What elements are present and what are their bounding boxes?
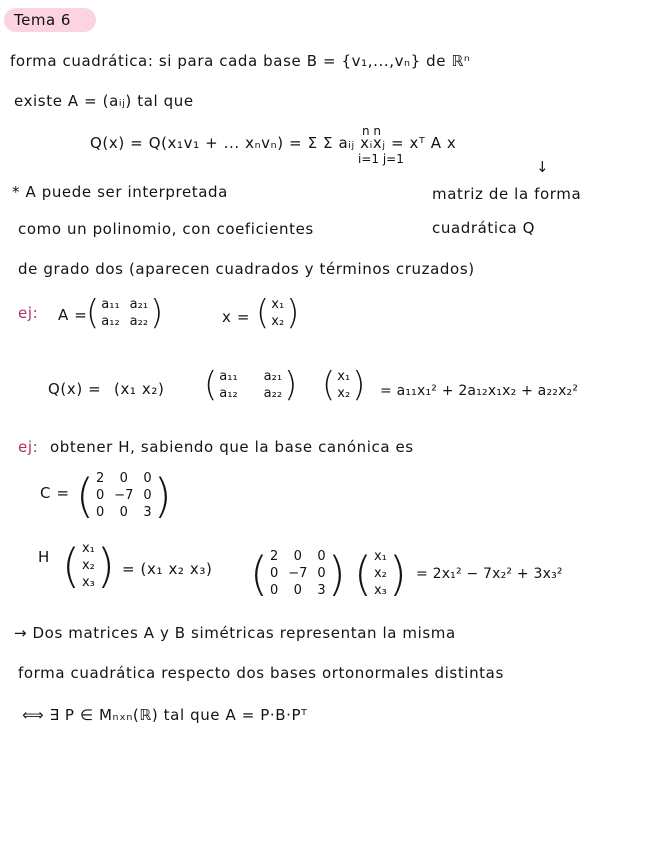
matrix-cell: a₂₁ — [129, 297, 149, 312]
example-1-Q-label: Q(x) = — [48, 380, 102, 398]
matrix-cell: a₁₁ — [101, 297, 120, 312]
example-2-H-label: H — [38, 548, 50, 566]
example-1-row-vector: (x₁ x₂) — [114, 380, 165, 398]
matrix-cell: −7 — [288, 566, 308, 581]
matrix-cell: a₁₂ — [219, 386, 238, 401]
topic-tag — [4, 8, 96, 32]
sum-upper-limits: n n — [362, 124, 382, 138]
topic-tag-label: Tema 6 — [14, 11, 71, 29]
matrix-cell: a₁₁ — [219, 369, 238, 384]
definition-line-2: existe A = (aᵢⱼ) tal que — [14, 92, 194, 110]
matrix-cell: a₂₂ — [263, 386, 283, 401]
final-line-1: → Dos matrices A y B simétricas representan la misma — [14, 624, 456, 642]
matrix-cell: 0 — [119, 505, 128, 520]
vector-x-3-left: ( x₁ x₂ x₃ ) — [62, 538, 115, 593]
matrix-C-3x3-product: ( 2 0 0 0 −7 0 0 0 3 ) — [250, 546, 346, 601]
matrix-cell: x₂ — [373, 566, 387, 581]
matrix-cell: x₂ — [271, 314, 285, 329]
matrix-cell: −7 — [114, 488, 134, 503]
vector-x-2-product: ( x₁ x₂ ) — [322, 365, 366, 405]
matrix-cell: 0 — [119, 471, 128, 486]
matrix-cell: 0 — [143, 488, 152, 503]
example-2-C-label: C = — [40, 484, 70, 502]
down-arrow-icon: ↓ — [536, 158, 550, 176]
note-right-1: matriz de la forma — [432, 185, 582, 203]
example-2-statement: obtener H, sabiendo que la base canónica es — [50, 438, 414, 456]
matrix-cell: 0 — [317, 566, 326, 581]
matrix-cell: 0 — [317, 549, 326, 564]
final-line-2: forma cuadrática respecto dos bases ortonormales distintas — [18, 664, 504, 682]
matrix-C-3x3: ( 2 0 0 0 −7 0 0 0 3 ) — [76, 468, 172, 523]
sum-lower-limits: i=1 j=1 — [358, 152, 404, 166]
vector-x-3-right: ( x₁ x₂ x₃ ) — [354, 546, 407, 601]
matrix-cell: x₁ — [337, 369, 351, 384]
matrix-cell: 0 — [95, 488, 105, 503]
example-2-label: ej: — [18, 438, 39, 456]
matrix-cell: 0 — [143, 471, 152, 486]
matrix-cell: x₁ — [81, 541, 95, 556]
matrix-cell: x₁ — [271, 297, 285, 312]
matrix-cell: x₃ — [373, 583, 387, 598]
matrix-A-2x2-product: ( a₁₁ a₂₁ a₁₂ a₂₂ ) — [204, 365, 298, 405]
matrix-cell: a₂₂ — [129, 314, 149, 329]
example-1-x-label: x = — [222, 308, 251, 326]
matrix-cell: 2 — [269, 549, 279, 564]
example-2-result: = 2x₁² − 7x₂² + 3x₃² — [416, 566, 563, 582]
note-right-2: cuadrática Q — [432, 219, 536, 237]
matrix-cell: x₂ — [337, 386, 351, 401]
matrix-cell: 0 — [95, 505, 105, 520]
matrix-A-2x2: ( a₁₁ a₂₁ a₁₂ a₂₂ ) — [86, 293, 164, 333]
note-line-2: como un polinomio, con coeficientes — [18, 220, 314, 238]
example-1-A-label: A = — [58, 306, 88, 324]
vector-x-2: ( x₁ x₂ ) — [256, 293, 300, 333]
example-1-result: = a₁₁x₁² + 2a₁₂x₁x₂ + a₂₂x₂² — [380, 383, 579, 399]
matrix-cell: 0 — [293, 549, 302, 564]
note-line-1: * A puede ser interpretada — [12, 183, 228, 201]
matrix-cell: a₂₁ — [263, 369, 283, 384]
example-1-label: ej: — [18, 304, 39, 322]
definition-line-1: forma cuadrática: si para cada base B = {v₁,...,vₙ} de ℝⁿ — [10, 52, 471, 70]
matrix-cell: 0 — [269, 583, 279, 598]
matrix-cell: a₁₂ — [101, 314, 120, 329]
matrix-cell: 3 — [143, 505, 152, 520]
example-2-row-vector: = (x₁ x₂ x₃) — [122, 560, 213, 578]
matrix-cell: x₂ — [81, 558, 95, 573]
final-line-3: ⟺ ∃ P ∈ Mₙₓₙ(ℝ) tal que A = P·B·Pᵀ — [22, 706, 308, 724]
matrix-cell: 0 — [269, 566, 279, 581]
matrix-cell: 2 — [95, 471, 105, 486]
matrix-cell: 0 — [293, 583, 302, 598]
matrix-cell: x₁ — [373, 549, 387, 564]
matrix-cell: 3 — [317, 583, 326, 598]
quadratic-form-formula: Q(x) = Q(x₁v₁ + ... xₙvₙ) = Σ Σ aᵢⱼ xᵢxⱼ = xᵀ A x — [90, 134, 457, 152]
matrix-cell: x₃ — [81, 575, 95, 590]
note-line-3: de grado dos (aparecen cuadrados y términos cruzados) — [18, 260, 475, 278]
